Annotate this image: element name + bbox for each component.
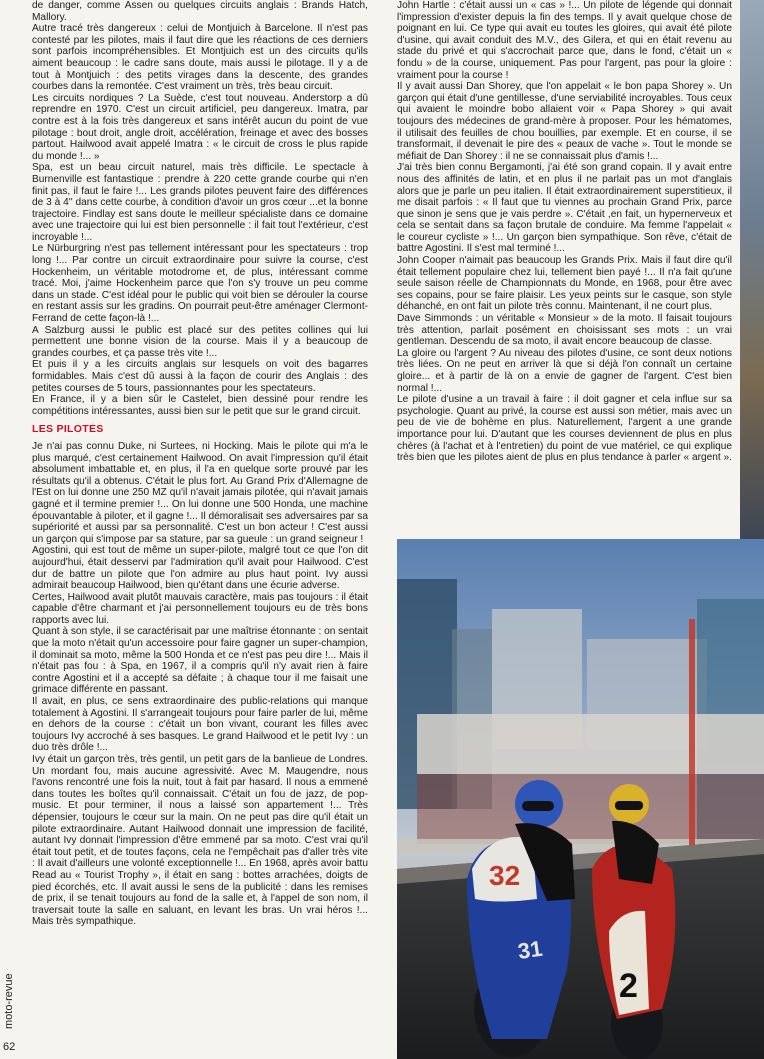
paragraph: Ivy était un garçon très, très gentil, un petit gars de la banlieue de Londres. Un mordant fou, mais aucune agressivité. Avec M. Maugendre, nous l'avons rencontré une fois la nuit, tout à fait par hasard. Il nous a emmené dans toutes les boîtes qu'il connaissait. C'était un fou de jazz, de pop-music. Et pour terminer, il nous a laissé son appartement !... Très dépensier, toujours le cœur sur la main. On ne peut pas dire qu'il était un pilote extraordinaire. Autant Hailwood donnait une impression de facilité, autant Ivy donnait l'impression d'être emmené par sa moto. C'est vrai qu'il était tout petit, et de toutes façons, cela ne l'empêchait pas d'aller très vite : Il avait d'ailleurs une volonté exceptionnelle !... En 1968, après avoir battu Read au « Tourist Trophy », il était en sang : bottes arrachées, doigts de pied écorchés, etc. Il avait aussi le sens de la publicité : dans les remises de prix, il se tenait toujours au fond de la salle et, à l'appel de son nom, il traversait toute la salle en saluant, en levant les bras. Un vrai héros !... Mais très sympathique. xyxy=(32,754,368,928)
paragraph: de danger, comme Assen ou quelques circuits anglais : Brands Hatch, Mallory. xyxy=(32,0,368,23)
section-heading: LES PILOTES xyxy=(32,423,104,436)
paragraph: Les circuits nordiques ? La Suède, c'est tout nouveau. Anderstorp a dû reprendre en 1970. C'est un circuit artificiel, peu dangereux. Imatra, par contre est à la fois très dangereux et sans intérêt aucun du point de vue pilotage : bout droit, angle droit, accélération, freinage et avec des bosses partout. Hailwood avait appelé Imatra : « le circuit de cross le plus rapide du monde !... » xyxy=(32,92,368,162)
paragraph: Le pilote d'usine a un travail à faire : il doit gagner et cela influe sur sa psychologie. Quant au privé, la course est aussi son métier, mais avec un peu de vie de bohème en plus. Naturellement, l'argent a une grande importance pour lui. D'autant que les courses deviennent de plus en plus chères (à l'achat et à l'entretien) du point de vue matériel, ce qui explique très bien que les pilotes aient de plus en plus tendance à parler « argent ». xyxy=(397,394,732,464)
paragraph: Il y avait aussi Dan Shorey, que l'on appelait « le bon papa Shorey ». Un garçon qui était d'une gentillesse, d'une serviabilité incroyables. Tous ceux qui avaient le moindre bobo allaient voir « Papa Shorey » qui avait toujours des médecines de grand-mère à proposer. Pour les hématomes, il utilisait des feuilles de chou bouillies, par exemple. Et en course, il se transformait, il devenait le pire des « peaux de vache ». Tout le monde se méfiait de Dan Shorey : il ne se connaissait plus d'amis !... xyxy=(397,81,732,162)
paragraph: John Cooper n'aimait pas beaucoup les Grands Prix. Mais il faut dire qu'il était tellement populaire chez lui, tellement bien payé !... Il n'a fait qu'une seule saison réelle de Championnats du Monde, en 1968, pour être avec ses copains, pour se faire plaisir. Les yeux peints sur le casque, son style déhanché, en ont fait un pilote très connu. Maintenant, il ne court plus. xyxy=(397,255,732,313)
paragraph: En France, il y a bien sûr le Castelet, bien dessiné pour rendre les compétitions intéressantes, aussi bien sur le petit que sur le grand circuit. xyxy=(32,394,368,417)
adjacent-photo-edge xyxy=(740,0,764,539)
paragraph: La gloire ou l'argent ? Au niveau des pilotes d'usine, ce sont deux notions très liées. On ne peut en arriver là que si déjà l'on connaît un certaine gloire... et à partir de là on a envie de gagner de l'argent. C'est bien normal !... xyxy=(397,347,732,394)
race-photo-illustration xyxy=(397,539,764,1059)
race-photo xyxy=(397,539,764,1059)
rider-left-number: 32 xyxy=(489,860,521,891)
paragraph: John Hartle : c'était aussi un « cas » !... Un pilote de légende qui donnait l'impression d'exister depuis la fin des temps. Il y avait quelque chose de poignant en lui. Ce type qui avait eu toutes les gloires, qui avait été pilote d'usine, qui avait conduit des M.V., des Gilera, et qui en était revenu au stade du privé et qui s'accrochait parce que, dans le fond, c'était un « fondu » de la course, uniquement. Pas pour l'argent, pas pour la gloire : vraiment pour la course ! xyxy=(397,0,732,81)
page-number: 62 xyxy=(3,1041,16,1053)
paragraph: Dave Simmonds : un véritable « Monsieur » de la moto. Il faisait toujours très attention, parlait posément en choisissant ses mots : un vrai gentleman. Descendu de sa moto, il avait encore beaucoup de classe. xyxy=(397,313,732,348)
paragraph: Autre tracé très dangereux : celui de Montjuich à Barcelone. Il n'est pas contesté par les pilotes, mais il faut dire que les réactions de ces derniers sont parfois incompréhensibles. Et Montjuich est un des circuits qu'ils aiment beaucoup : le cadre sans doute, mais aussi le pilotage. Il y a de tout à Montjuich : des petits virages dans la descente, des grandes courbes dans la remontée. C'est vraiment un très, très beau circuit. xyxy=(32,23,368,93)
paragraph: Certes, Hailwood avait plutôt mauvais caractère, mais pas toujours : il était capable d'être charmant et j'ai personnellement toujours eu de très bons rapports avec lui. xyxy=(32,591,368,626)
paragraph: Quant à son style, il se caractérisait par une maîtrise étonnante : on sentait que la moto n'était qu'un accessoire pour faire gagner un super-champion, il dominait sa moto, même la 500 Honda et ce n'est pas peu dire !... Mais il n'était pas fou : à Spa, en 1967, il a compris qu'il n'y avait rien à faire contre Agostini et il a accepté sa défaite ; à chaque tour il me faisait une grimace différente en passant. xyxy=(32,626,368,696)
right-text-column xyxy=(397,0,732,464)
page-footer xyxy=(3,923,17,1053)
paragraph: Le Nürburgring n'est pas tellement intéressant pour les spectateurs : trop long !... Par contre un circuit extraordinaire pour suivre la course, c'est Hockenheim, un véritable motodrome et, de plus, intéressant comme tracé. Moi, j'aime Hockenheim parce que l'on s'y trouve un peu comme dans un stade. C'est idéal pour le public qui voit bien se dérouler la course en restant assis sur les gradins. On pourrait peut-être aménager Clermont-Ferrand de cette façon-là !... xyxy=(32,243,368,325)
left-text-column xyxy=(32,0,368,928)
paragraph: Et puis il y a les circuits anglais sur lesquels on voit des bagarres formidables. Mais c'est dû aussi à la façon de courir des Anglais : des petites courses de 5 tours, passionnantes pour les spectateurs. xyxy=(32,359,368,394)
paragraph: A Salzburg aussi le public est placé sur des petites collines qui lui permettent une bonne vision de la course. Mais il y a beaucoup de grandes courbes, et ça passe très vite !... xyxy=(32,324,368,359)
paragraph: Je n'ai pas connu Duke, ni Surtees, ni Hocking. Mais le pilote qui m'a le plus marqué, c'est certainement Hailwood. On avait l'impression qu'il était absolument imbattable et, en plus, il l'a en quelque sorte prouvé par les résultats qu'il a obtenus. C'était le plus fort. Au Grand Prix d'Allemagne de l'Est on lui donne une 250 MZ qu'il n'avait jamais pilotée, qui n'avait jamais gagné et il termine premier !... On lui donne une 500 Honda, une machine épouvantable à piloter, et il gagne !... Il démoralisait ses adversaires par sa supériorité et aussi par sa personnalité. C'est un bon acteur ! C'est aussi un garçon qui s'impose par sa stature, par sa gueule : un grand seigneur ! xyxy=(32,440,368,545)
fairing-number: 31 xyxy=(516,935,544,964)
paragraph: Il avait, en plus, ce sens extraordinaire des public-relations qui manque totalement à Agostini. Il s'arrangeait toujours pour faire parler de lui, même en dehors de la course : c'était un bon vivant, courant les filles avec toujours Ivy accroché à ses basques. Le grand Hailwood et le petit Ivy : un duo très drôle !... xyxy=(32,696,368,754)
paragraph: Agostini, qui est tout de même un super-pilote, malgré tout ce que l'on dit aujourd'hui, était desservi par l'admiration qu'il avait pour Hailwood. C'est dur de battre un pilote que l'on admire au plus haut point. Ivy aussi admirait beaucoup Hailwood, bien qu'étant dans une écurie adverse. xyxy=(32,545,368,592)
rider-right-number: 2 xyxy=(619,967,638,1005)
paragraph: Spa, est un beau circuit naturel, mais très difficile. Le spectacle à Burnenville est fantastique : prendre à 220 cette grande courbe qui n'en finit pas, il faut le faire !... Les grands pilotes peuvent faire des différences de 3 à 4'' dans cette courbe, à condition d'avoir un gros cœur ...et la bonne trajectoire. Findlay est sans doute le meilleur spécialiste dans ce domaine avec une trajectoire qui lui est bien personnelle : il fait tout l'extérieur, c'est incroyable !... xyxy=(32,162,368,243)
magazine-name: moto-revue xyxy=(3,973,15,1029)
paragraph: J'ai très bien connu Bergamonti, j'ai été son grand copain. Il y avait entre nous des affinités de latin, et en plus il ne parlait pas un mot d'anglais alors que je parle un peu italien. Il était extraordinairement superstitieux, il me disait parfois : « Il faut que tu viennes au prochain Grand Prix, parce que sinon je sens que je vais perdre ». C'était ,en fait, un hypernerveux et cela se sentait dans sa façon brutale de conduire. Ma femme l'appelait « le coureur cycliste » !... Un garçon bien sympathique. Son rêve, c'était de battre Agostini. Il s'est mal terminé !... xyxy=(397,162,732,255)
